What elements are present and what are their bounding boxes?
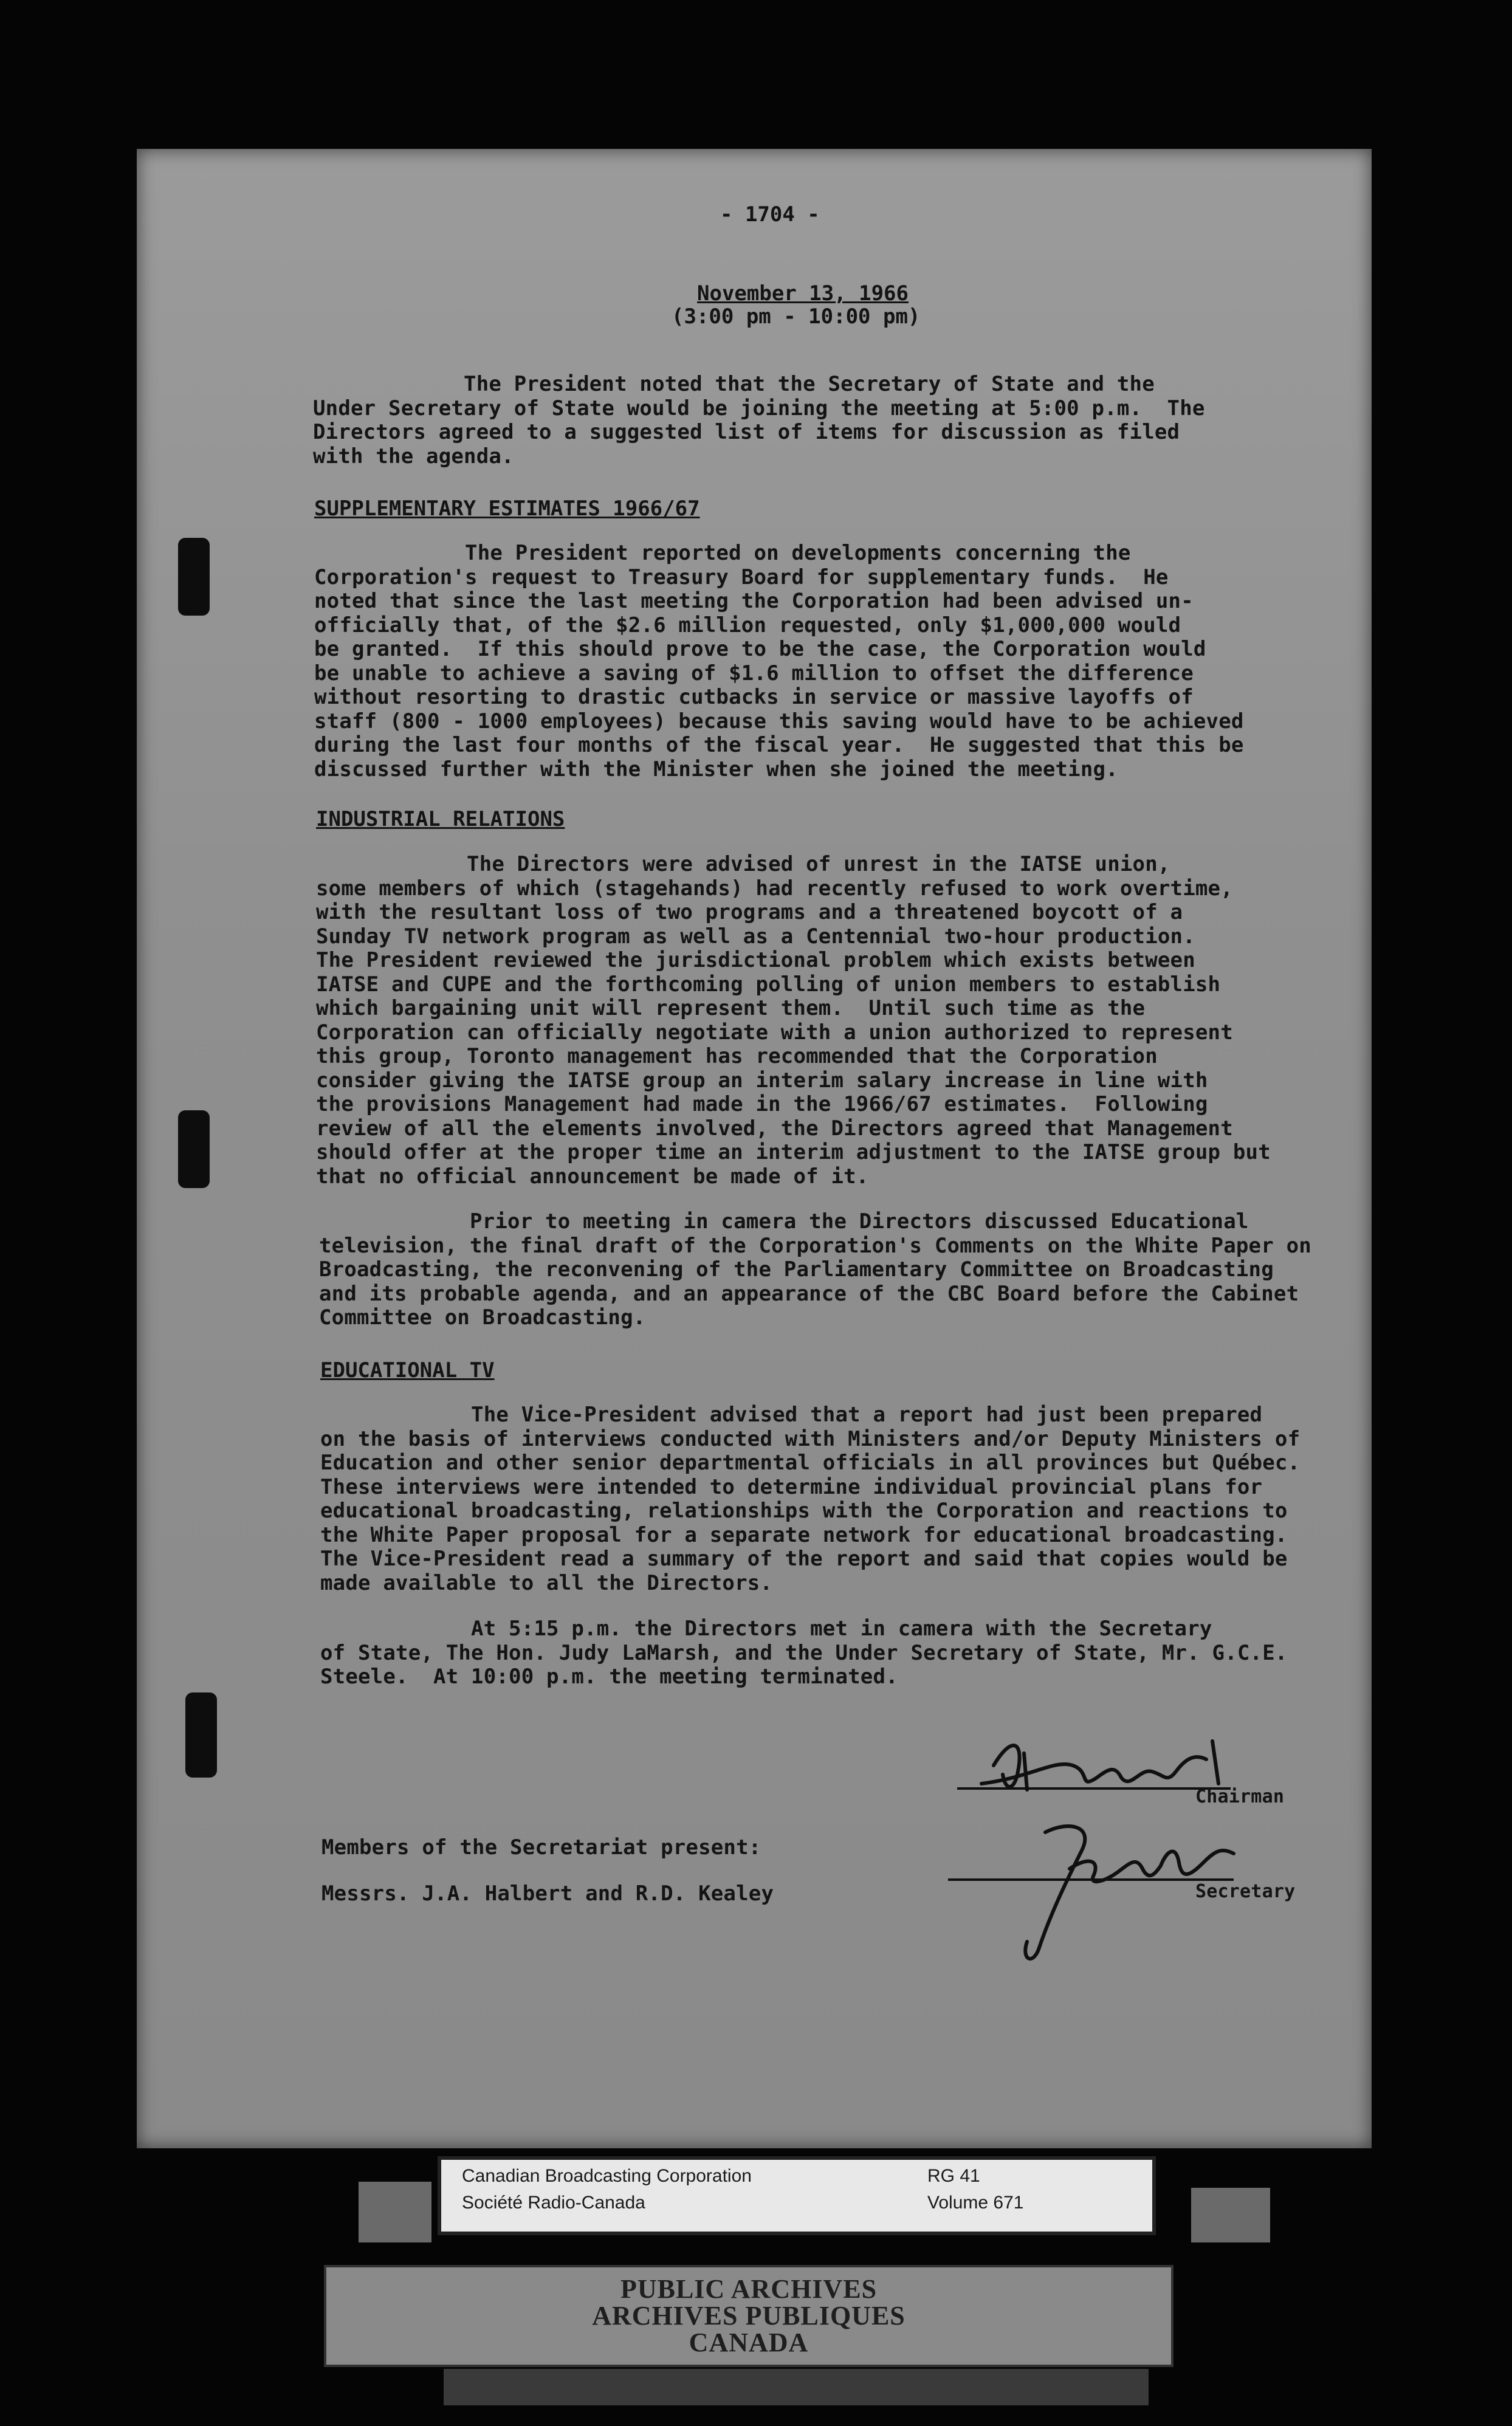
industrial-paragraph: The Directors were advised of unrest in the IATSE union, some members of which (stagehands) had recently refused to work overtime, with the resultant loss of two programs and a threatened boycott of a Sunday TV network program as well as a Centennial two-hour production. The President reviewed the jurisdictional problem which exists between IATSE and CUPE and the forthcoming polling of union members to establish which bargaining unit will represent them. Until such time as the Corporation can officially negotiate with a union authorized to represent this group, Toronto management has recommended that the Corporation consider giving the IATSE group an interim salary increase in line with the provisions Management had made in the 1966/67 estimates. Following review of all the elements involved, the Directors agreed that Management should offer at the proper time an interim adjustment to the IATSE group but that no official announcement be made of it. bbox=[316, 852, 1271, 1189]
archive-volume: Volume 671 bbox=[927, 2193, 1024, 2213]
film-bottom-strip bbox=[444, 2369, 1149, 2405]
public-archives-stamp bbox=[324, 2265, 1174, 2367]
film-strip-right bbox=[1191, 2188, 1270, 2242]
heading-supplementary-estimates: SUPPLEMENTARY ESTIMATES 1966/67 bbox=[314, 497, 700, 521]
punch-hole-middle bbox=[178, 1110, 210, 1188]
stamp-line-2: ARCHIVES PUBLIQUES bbox=[592, 2301, 905, 2331]
archive-org-en: Canadian Broadcasting Corporation bbox=[462, 2166, 752, 2186]
heading-industrial-relations: INDUSTRIAL RELATIONS bbox=[316, 807, 565, 831]
educational-paragraph: The Vice-President advised that a report had just been prepared on the basis of interviews conducted with Ministers and/or Deputy Ministers of Education and other senior departmental officials in all provinces but Québec. These interviews were intended to determine individual provincial plans for educational broadcasting, relationships with the Corporation and reactions to the White Paper proposal for a separate network for educational broadcasting. The Vice-President read a summary of the report and said that copies would be made available to all the Directors. bbox=[320, 1403, 1301, 1595]
supplementary-paragraph: The President reported on developments concerning the Corporation's request to Treasury Board for supplementary funds. He noted that since the last meeting the Corporation had been advised un- officially that, of the $2.6 million requested, only $1,000,000 would be granted. If this should prove to be the case, the Corporation would be unable to achieve a saving of $1.6 million to offset the difference without resorting to drastic cutbacks in service or massive layoffs of staff (800 - 1000 employees) because this saving would have to be achieved during the last four months of the fiscal year. He suggested that this be discussed further with the Minister when she joined the meeting. bbox=[314, 541, 1244, 782]
punch-hole-top bbox=[178, 538, 210, 616]
closing-paragraph: At 5:15 p.m. the Directors met in camera with the Secretary of State, The Hon. Judy LaMarsh, and the Under Secretary of State, Mr. G.C.E. Steele. At 10:00 p.m. the meeting terminated. bbox=[320, 1617, 1288, 1689]
archive-label-card bbox=[438, 2156, 1156, 2235]
stamp-line-1: PUBLIC ARCHIVES bbox=[620, 2274, 878, 2304]
secretary-label: Secretary bbox=[1195, 1881, 1296, 1902]
intro-paragraph: The President noted that the Secretary of State and the Under Secretary of State would be joining the meeting at 5:00 p.m. The Directors agreed to a suggested list of items for discussion as filed with the agenda. bbox=[313, 372, 1205, 469]
punch-hole-bottom bbox=[185, 1692, 217, 1778]
in-camera-paragraph: Prior to meeting in camera the Directors discussed Educational television, the final draft of the Corporation's Comments on the White Paper on Broadcasting, the reconvening of the Parliamentary Committee on Broadcasting and its probable agenda, and an appearance of the CBC Board before the Cabinet Committee on Broadcasting. bbox=[319, 1209, 1311, 1330]
stamp-line-3: CANADA bbox=[689, 2328, 809, 2357]
film-strip-left bbox=[359, 2182, 431, 2242]
archive-org-fr: Société Radio-Canada bbox=[462, 2193, 645, 2213]
chairman-label: Chairman bbox=[1195, 1786, 1285, 1807]
heading-educational-tv: EDUCATIONAL TV bbox=[320, 1358, 495, 1383]
secretariat-heading: Members of the Secretariat present: bbox=[321, 1835, 761, 1860]
secretariat-names: Messrs. J.A. Halbert and R.D. Kealey bbox=[321, 1881, 774, 1906]
meeting-date: November 13, 1966 bbox=[697, 281, 909, 306]
document-page bbox=[137, 149, 1372, 2148]
page-number: - 1704 - bbox=[720, 202, 820, 227]
meeting-time: (3:00 pm - 10:00 pm) bbox=[672, 304, 921, 329]
archive-record-group: RG 41 bbox=[927, 2166, 980, 2186]
